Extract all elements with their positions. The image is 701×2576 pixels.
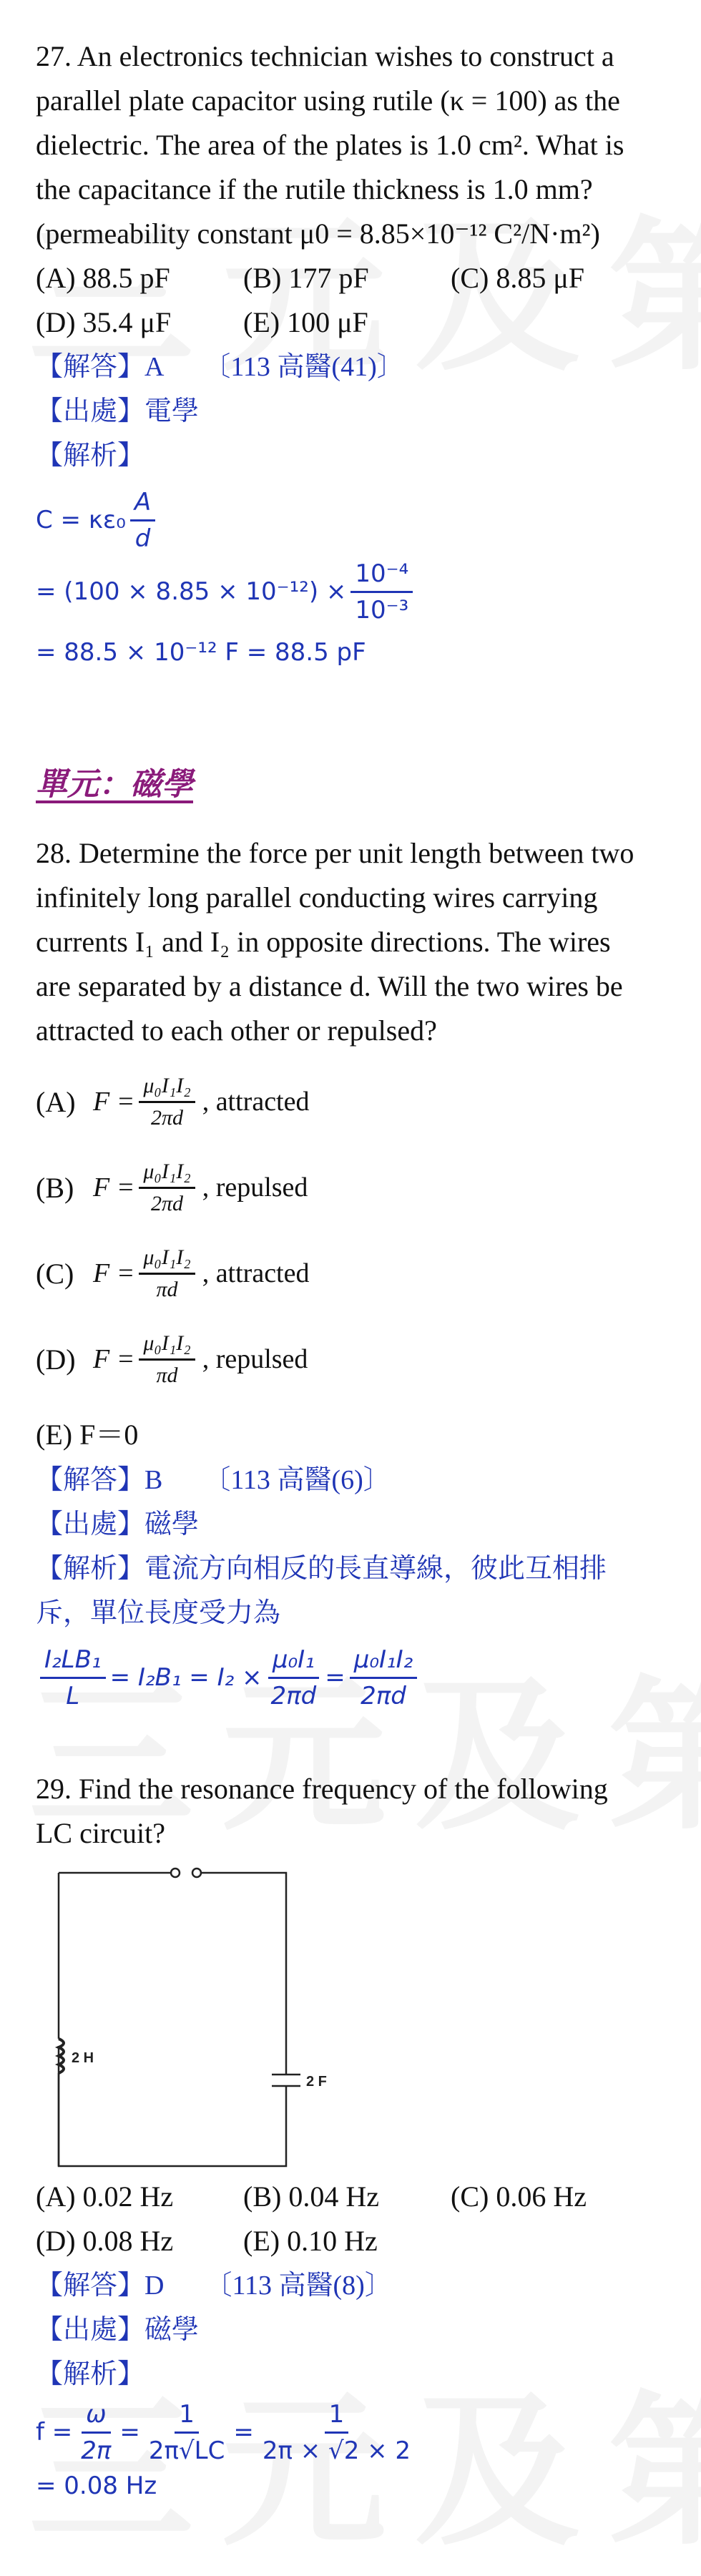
question-line: parallel plate capacitor using rutile (κ = 100) as the xyxy=(36,84,620,117)
fraction-denominator: d xyxy=(134,524,151,553)
option-result: , repulsed xyxy=(202,1172,308,1203)
answer-line: 【解答】D 〔113 高醫(8)〕 xyxy=(36,2271,392,2301)
section-title: 單元：磁學 xyxy=(36,766,193,803)
fraction-denominator: L xyxy=(66,1681,80,1710)
fraction-numerator: μ₀I₁I₂ xyxy=(139,1160,195,1189)
fraction-numerator: 1 xyxy=(175,2400,199,2434)
fraction-denominator: πd xyxy=(156,1277,178,1301)
lc-circuit-diagram xyxy=(50,1860,379,2175)
options-27 xyxy=(36,256,665,345)
option-result: , attracted xyxy=(202,1258,310,1288)
formula-text: = xyxy=(233,2418,254,2447)
option-label: (A) xyxy=(36,1085,76,1118)
source-line: 【出處】磁學 xyxy=(36,1509,200,1539)
formula-text: F = xyxy=(93,1087,135,1117)
question-27 xyxy=(36,34,665,256)
option-c[interactable]: (C) 0.06 Hz xyxy=(451,2180,587,2213)
formula-text: f = xyxy=(36,2418,73,2447)
formula-text: = xyxy=(119,2418,140,2447)
fraction-numerator: μ₀I₁I₂ xyxy=(139,1074,195,1103)
option-b[interactable] xyxy=(36,1145,665,1230)
analysis-label: 【解析】 xyxy=(36,2359,145,2389)
option-a[interactable]: (A) 88.5 pF xyxy=(36,262,170,294)
fraction-numerator: μ₀I₁ xyxy=(268,1645,319,1679)
option-result: , attracted xyxy=(202,1087,310,1117)
fraction-denominator: 2π√LC xyxy=(148,2436,225,2465)
option-d[interactable]: (D) 35.4 μF xyxy=(36,306,172,338)
formula-text: F = xyxy=(93,1344,135,1374)
option-label: (C) xyxy=(36,1257,74,1290)
inductor-label: 2 H xyxy=(72,2050,94,2066)
question-line: 29. Find the resonance frequency of the following xyxy=(36,1773,608,1805)
source-line: 【出處】電學 xyxy=(36,396,200,426)
question-line: attracted to each other or repulsed? xyxy=(36,1014,437,1047)
circuit-wire xyxy=(201,1873,286,2075)
option-b[interactable]: (B) 0.04 Hz xyxy=(243,2180,379,2213)
formula-text: C = κε₀ xyxy=(36,506,126,534)
fraction-numerator: μ₀I₁I₂ xyxy=(139,1331,195,1361)
fraction-numerator: A xyxy=(130,488,155,521)
answer-line: 【解答】A 〔113 高醫(41)〕 xyxy=(36,352,404,382)
fraction-numerator: μ₀I₁I₂ xyxy=(139,1245,195,1275)
switch-terminal xyxy=(171,1869,180,1877)
option-e[interactable]: (E) 100 μF xyxy=(243,306,368,338)
fraction-denominator: πd xyxy=(156,1363,178,1387)
option-c[interactable]: (C) 8.85 μF xyxy=(451,262,585,294)
capacitor-icon xyxy=(272,2075,300,2086)
source-line: 【出處】磁學 xyxy=(36,2315,200,2345)
formula-result: = 88.5 × 10⁻¹² F = 88.5 pF xyxy=(36,638,366,667)
option-a[interactable] xyxy=(36,1059,665,1145)
options-29 xyxy=(36,2175,665,2263)
fraction-denominator: 2πd xyxy=(361,1681,406,1710)
option-label: (D) xyxy=(36,1343,76,1376)
fraction-denominator: 10⁻³ xyxy=(355,595,409,625)
option-c[interactable] xyxy=(36,1230,665,1316)
option-result: , repulsed xyxy=(202,1344,308,1374)
option-d[interactable] xyxy=(36,1316,665,1402)
formula-frequency xyxy=(36,2396,665,2504)
formula-text: = (100 × 8.85 × 10⁻¹²) × xyxy=(36,577,347,606)
fraction-numerator: I₂LB₁ xyxy=(40,1645,106,1679)
formula-result: = 0.08 Hz xyxy=(36,2472,157,2500)
solution-29 xyxy=(36,2263,665,2396)
fraction-numerator: ω xyxy=(82,2400,110,2434)
analysis-line: 斥，單位長度受力為 xyxy=(36,1598,281,1628)
fraction-denominator: 2πd xyxy=(151,1105,184,1130)
option-e[interactable]: (E) F＝0 xyxy=(36,1419,139,1451)
options-28 xyxy=(36,1059,665,1402)
option-b[interactable]: (B) 177 pF xyxy=(243,262,369,294)
question-line: 28. Determine the force per unit length between two xyxy=(36,837,634,869)
solution-28 xyxy=(36,1458,665,1635)
question-line: LC circuit? xyxy=(36,1817,166,1849)
option-a[interactable]: (A) 0.02 Hz xyxy=(36,2180,174,2213)
fraction-numerator: 10⁻⁴ xyxy=(350,559,413,593)
question-29 xyxy=(36,1767,665,1856)
formula-text: = xyxy=(325,1663,345,1692)
answer-line: 【解答】B 〔113 高醫(6)〕 xyxy=(36,1465,391,1495)
fraction-denominator: 2πd xyxy=(270,1681,317,1710)
formula-text: F = xyxy=(93,1172,135,1203)
fraction-denominator: 2π xyxy=(81,2436,112,2465)
question-line: (permeability constant μ0 = 8.85×10⁻¹² C²/N·m²) xyxy=(36,217,600,250)
formula-capacitance xyxy=(36,488,665,674)
formula-force xyxy=(36,1638,665,1717)
solution-27 xyxy=(36,345,665,478)
switch-terminal xyxy=(192,1869,201,1877)
question-line: are separated by a distance d. Will the two wires be xyxy=(36,970,623,1002)
fraction-denominator: 2π × √2 × 2 xyxy=(262,2436,411,2465)
option-d[interactable]: (D) 0.08 Hz xyxy=(36,2225,174,2257)
fraction-numerator: μ₀I₁I₂ xyxy=(350,1645,418,1679)
question-line: infinitely long parallel conducting wires carrying xyxy=(36,881,598,914)
question-line: currents I₁ and I₂ in opposite directions. The wires xyxy=(36,926,611,958)
fraction-denominator: 2πd xyxy=(151,1191,184,1215)
fraction-numerator: 1 xyxy=(325,2400,349,2434)
option-label: (B) xyxy=(36,1171,74,1204)
question-line: 27. An electronics technician wishes to construct a xyxy=(36,40,614,72)
capacitor-label: 2 F xyxy=(306,2074,327,2090)
question-line: the capacitance if the rutile thickness is 1.0 mm? xyxy=(36,173,593,205)
formula-text: = I₂B₁ = I₂ × xyxy=(109,1663,263,1692)
question-line: dielectric. The area of the plates is 1.0 cm². What is xyxy=(36,129,624,161)
option-e[interactable]: (E) 0.10 Hz xyxy=(243,2225,378,2257)
question-28 xyxy=(36,831,665,1053)
analysis-line: 【解析】電流方向相反的長直導線，彼此互相排 xyxy=(36,1554,607,1584)
formula-text: F = xyxy=(93,1258,135,1288)
analysis-label: 【解析】 xyxy=(36,441,145,471)
